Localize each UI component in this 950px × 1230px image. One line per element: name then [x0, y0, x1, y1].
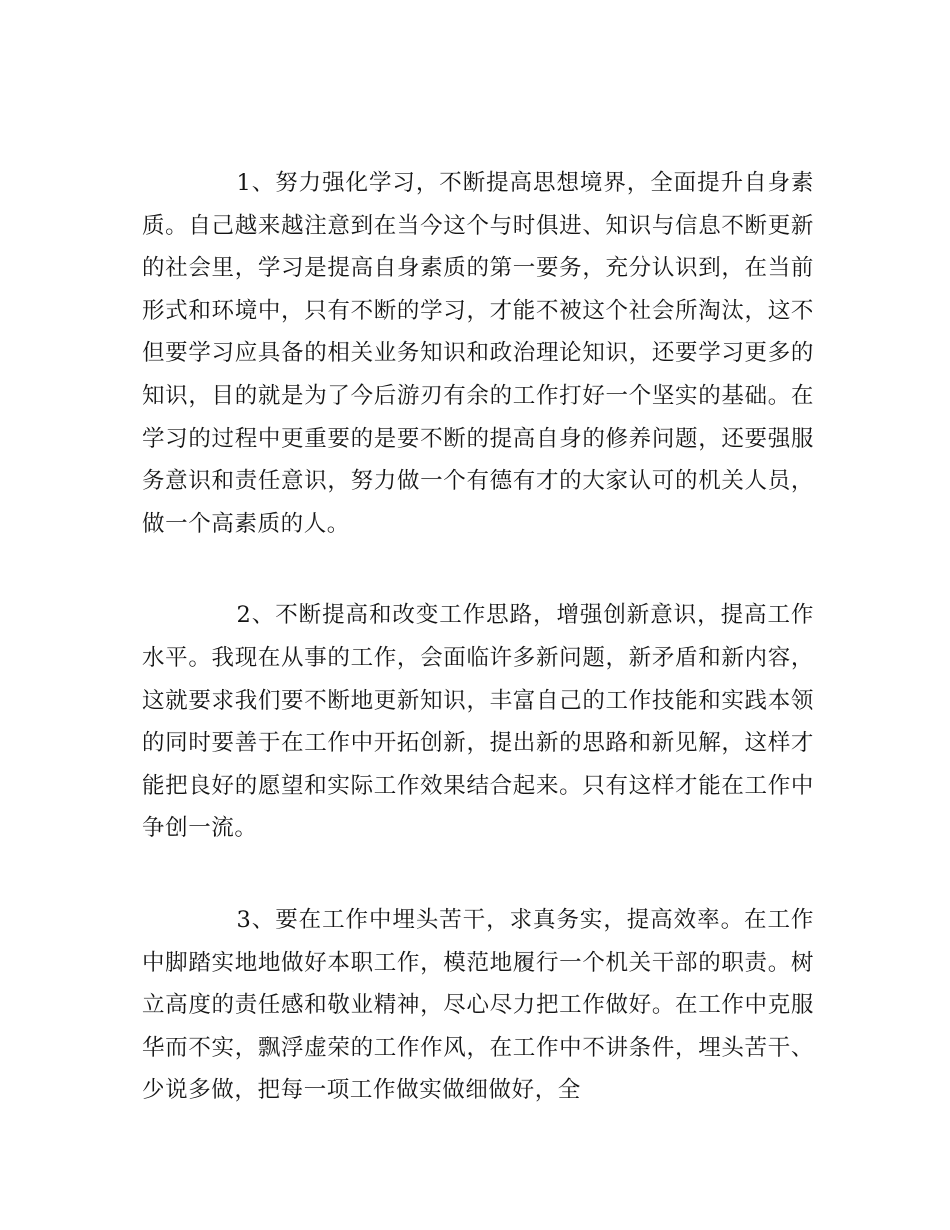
paragraph-2: 2、不断提高和改变工作思路，增强创新意识，提高工作水平。我现在从事的工作，会面临许多新问题，新矛盾和新内容，这就要求我们要不断地更新知识，丰富自己的工作技能和实践本领的同时要善于在工作中开拓创新，提出新的思路和新见解，这样才能把良好的愿望和实际工作效果结合起来。只有这样才能在工作中争创一流。 — [142, 602, 814, 842]
document-body — [142, 162, 814, 1161]
paragraph-1: 1、努力强化学习，不断提高思想境界，全面提升自身素质。自己越来越注意到在当今这个与时俱进、知识与信息不断更新的社会里，学习是提高自身素质的第一要务，充分认识到，在当前形式和环境中，只有不断的学习，才能不被这个社会所淘汰，这不但要学习应具备的相关业务知识和政治理论知识，还要学习更多的知识，目的就是为了今后游刃有余的工作打好一个坚实的基础。在学习的过程中更重要的是要不断的提高自身的修养问题，还要强服务意识和责任意识，努力做一个有德有才的大家认可的机关人员，做一个高素质的人。 — [142, 170, 814, 537]
paragraph-3: 3、要在工作中埋头苦干，求真务实，提高效率。在工作中脚踏实地地做好本职工作，模范地履行一个机关干部的职责。树立高度的责任感和敬业精神，尽心尽力把工作做好。在工作中克服华而不实，飘浮虚荣的工作作风，在工作中不讲条件，埋头苦干、少说多做，把每一项工作做实做细做好，全 — [142, 906, 814, 1104]
